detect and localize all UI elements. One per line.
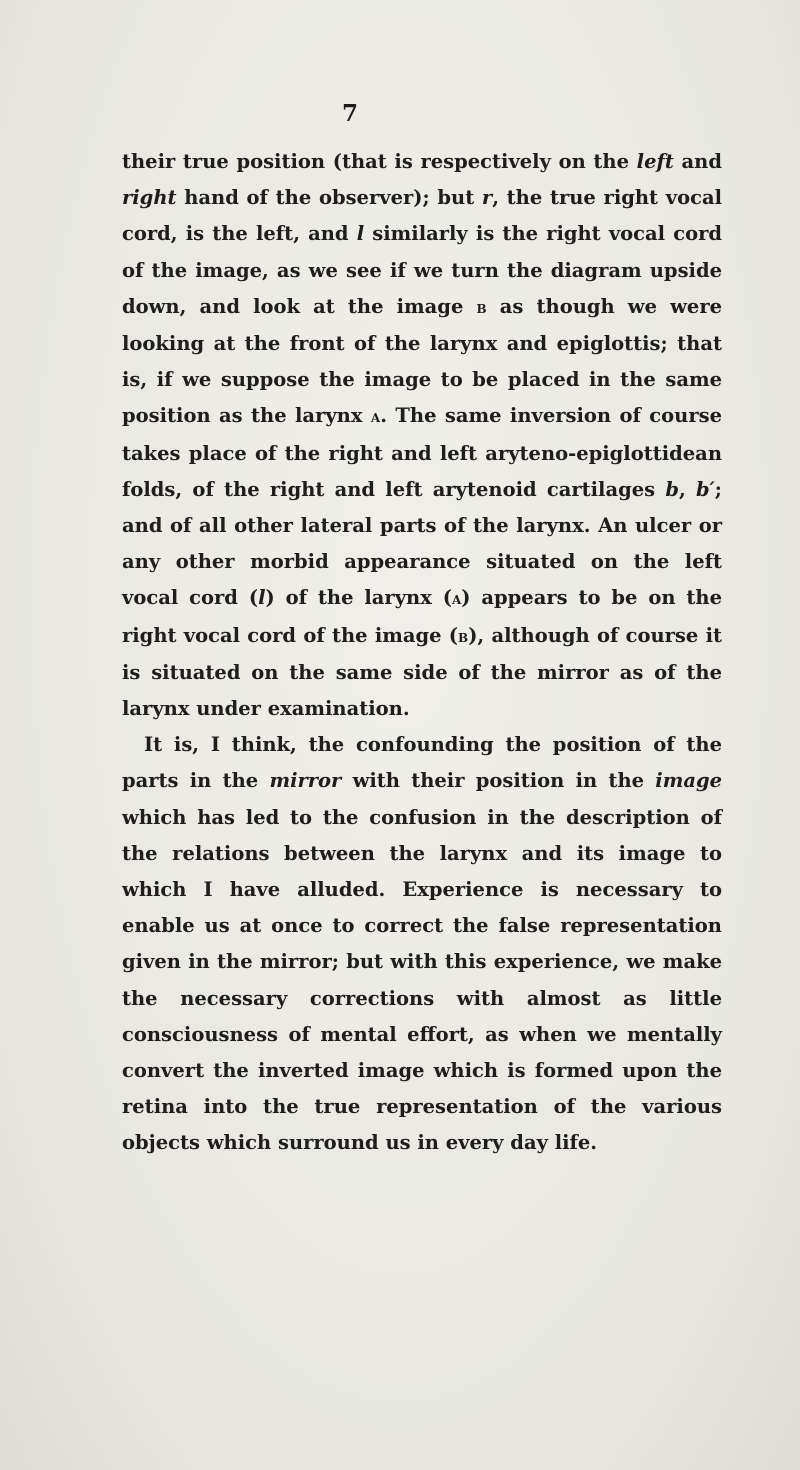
text-run: ; and of all other lateral parts of the larynx. An ulcer or any other morbid appearance situated on the left vocal cord ( bbox=[122, 477, 722, 610]
paragraph-1 bbox=[122, 144, 722, 727]
text-run: their true position (that is respectively on the bbox=[122, 150, 637, 173]
text-run: hand of the observer); but bbox=[176, 186, 482, 210]
text-run: b bbox=[458, 626, 469, 647]
text-run: . The same inversion of course takes place of the right and left aryteno-epiglottidean folds, of the right and left arytenoid cartilages bbox=[122, 404, 722, 501]
text-run: and bbox=[673, 150, 722, 173]
text-run: b bbox=[476, 297, 487, 318]
page-number: 7 bbox=[341, 100, 358, 127]
text-run: as though we were looking at the front of the larynx and epiglottis; that is, if we suppose the image to be placed in the same position as the larynx bbox=[122, 294, 722, 428]
text-run: mirror bbox=[269, 769, 342, 793]
text-run: a bbox=[370, 407, 381, 428]
text-run: l bbox=[356, 222, 365, 246]
body-text bbox=[122, 144, 722, 1162]
text-run: ) of the larynx ( bbox=[265, 586, 452, 610]
text-run: b′ bbox=[696, 477, 715, 501]
text-run: r bbox=[481, 186, 493, 210]
text-run: ), although of course it is situated on the same side of the mirror as of the larynx under examination. bbox=[122, 623, 722, 721]
text-run: similarly is the right vocal cord of the image, as we see if we turn the diagram upside down, and look at the image bbox=[122, 222, 722, 318]
paragraph-2 bbox=[122, 727, 722, 1161]
text-run: right bbox=[122, 186, 177, 210]
text-run: It is, I think, the confounding the position of the parts in the bbox=[122, 733, 722, 793]
text-run: which has led to the confusion in the description of the relations between the larynx and its image to which I have alluded. Experience is necessary to enable us at once to correct the false representation given in the mirror; but with this experience, we make the necessary corrections with almost as little consciousness of mental effort, as when we mentally convert the inverted image which is formed upon the retina into the true representation of the various objects which surround us in every day life. bbox=[122, 805, 722, 1155]
text-run: ) appears to be on the right vocal cord of the image ( bbox=[122, 586, 722, 647]
text-run: , the true right vocal cord, is the left, and bbox=[122, 186, 722, 246]
text-run: image bbox=[655, 769, 722, 793]
text-run: with their position in the bbox=[341, 769, 656, 793]
text-run: a bbox=[451, 589, 462, 610]
text-run: , bbox=[678, 477, 697, 501]
text-run: b bbox=[665, 477, 679, 501]
text-run: l bbox=[258, 586, 266, 610]
text-run: left bbox=[636, 150, 674, 173]
